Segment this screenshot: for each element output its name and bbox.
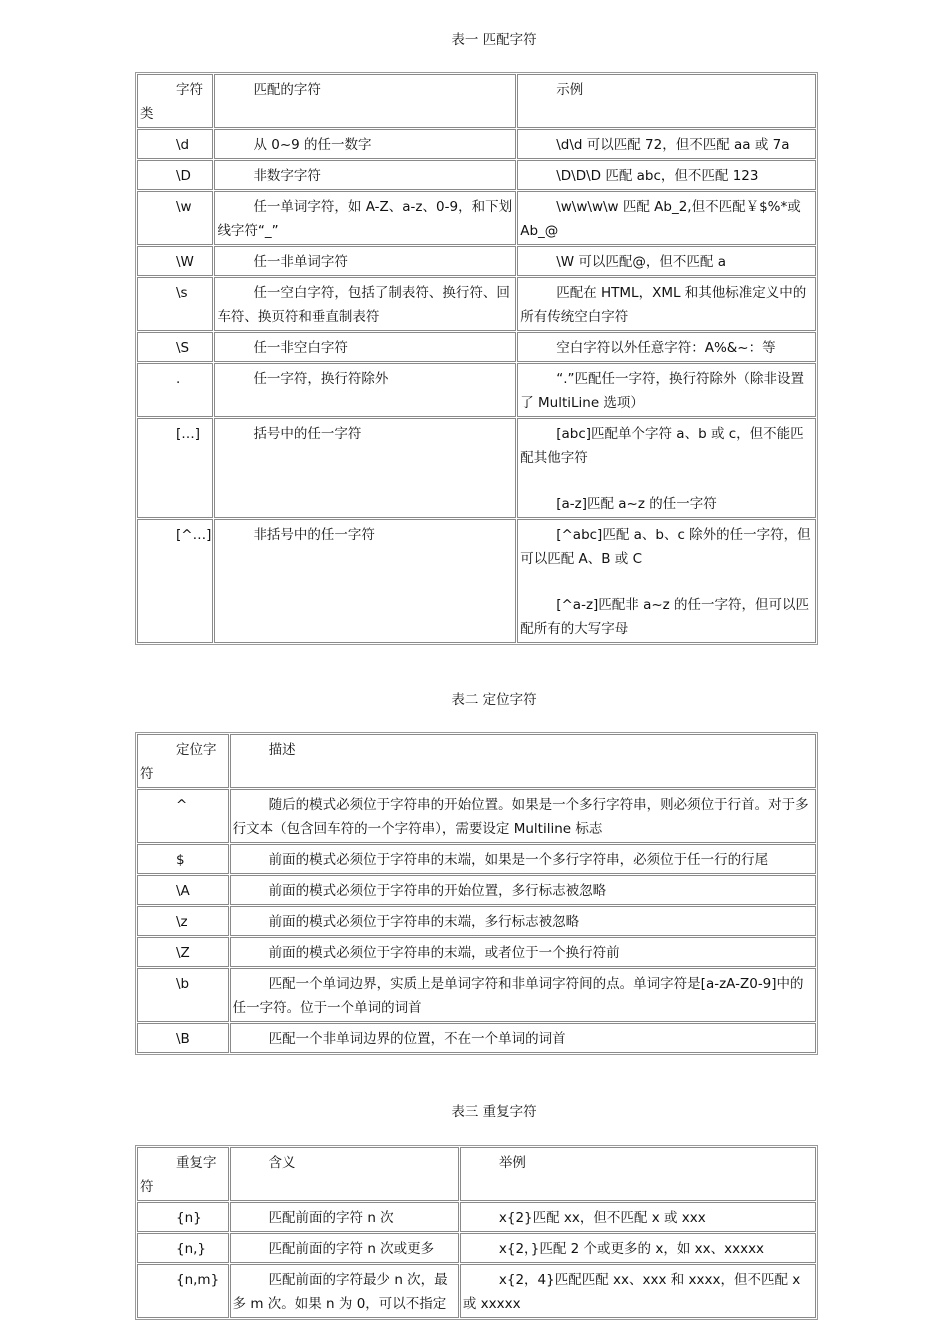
matched-chars-cell: 非括号中的任一字符	[214, 519, 516, 643]
char-class-cell: .	[137, 363, 213, 417]
example-paragraph: [^abc]匹配 a、b、c 除外的任一字符，但可以匹配 A、B 或 C	[520, 527, 811, 567]
example-paragraph: “.”匹配任一字符，换行符除外（除非设置了 MultiLine 选项）	[520, 371, 804, 411]
table3-repeat-characters	[135, 1145, 818, 1320]
header-cell: 重复字符	[137, 1147, 229, 1201]
table2-anchor-characters	[135, 732, 818, 1055]
description-cell: 随后的模式必须位于字符串的开始位置。如果是一个多行字符串，则必须位于行首。对于多行文本（包含回车符的一个字符串），需要设定 Multiline 标志	[230, 789, 816, 843]
table-row	[137, 277, 816, 331]
example-paragraph: \d\d 可以匹配 72，但不匹配 aa 或 7a	[556, 137, 790, 153]
char-class-cell: \s	[137, 277, 213, 331]
table-header-row	[137, 74, 816, 128]
example-paragraph: [abc]匹配单个字符 a、b 或 c，但不能匹配其他字符	[520, 426, 804, 466]
example-cell: x{2，}匹配 2 个或更多的 x，如 xx、xxxxx	[460, 1233, 816, 1263]
matched-chars-cell: 任一字符，换行符除外	[214, 363, 516, 417]
matched-chars-cell: 括号中的任一字符	[214, 418, 516, 518]
anchor-symbol-cell: \B	[137, 1023, 229, 1053]
example-cell	[517, 418, 816, 518]
char-class-cell: \W	[137, 246, 213, 276]
example-cell	[517, 129, 816, 159]
matched-chars-cell: 任一非空白字符	[214, 332, 516, 362]
meaning-cell: 匹配前面的字符 n 次	[230, 1202, 459, 1232]
char-class-cell: \d	[137, 129, 213, 159]
anchor-symbol-cell: $	[137, 844, 229, 874]
table-row	[137, 363, 816, 417]
header-cell: 匹配的字符	[214, 74, 516, 128]
table-row	[137, 160, 816, 190]
table-row	[137, 875, 816, 905]
example-paragraph: 空白字符以外任意字符：A%&~：等	[556, 340, 776, 356]
example-paragraph: \w\w\w\w 匹配 Ab_2,但不匹配￥$%*或 Ab_@	[520, 199, 801, 239]
description-cell: 匹配一个非单词边界的位置，不在一个单词的词首	[230, 1023, 816, 1053]
table-row	[137, 332, 816, 362]
anchor-symbol-cell: \Z	[137, 937, 229, 967]
matched-chars-cell: 任一单词字符，如 A-Z、a-z、0-9，和下划线字符“_”	[214, 191, 516, 245]
meaning-cell: 匹配前面的字符 n 次或更多	[230, 1233, 459, 1263]
char-class-cell: \S	[137, 332, 213, 362]
table-row	[137, 191, 816, 245]
table-row	[137, 968, 816, 1022]
char-class-cell: \w	[137, 191, 213, 245]
table-row	[137, 246, 816, 276]
header-cell: 含义	[230, 1147, 459, 1201]
example-paragraph: [^a-z]匹配非 a~z 的任一字符，但可以匹配所有的大写字母	[520, 597, 810, 637]
table-row	[137, 906, 816, 936]
table-row	[137, 789, 816, 843]
anchor-symbol-cell: \A	[137, 875, 229, 905]
table1-caption: 表一 匹配字符	[451, 32, 537, 48]
meaning-cell: 匹配前面的字符最少 n 次，最多 m 次。如果 n 为 0，可以不指定	[230, 1264, 459, 1318]
table-row	[137, 519, 816, 643]
example-paragraph: \D\D\D 匹配 abc，但不匹配 123	[556, 168, 759, 184]
table2-caption: 表二 定位字符	[451, 692, 537, 708]
header-cell: 示例	[517, 74, 816, 128]
example-cell	[517, 332, 816, 362]
matched-chars-cell: 非数字字符	[214, 160, 516, 190]
description-cell: 匹配一个单词边界，实质上是单词字符和非单词字符间的点。单词字符是[a-zA-Z0-9]中的任一字符。位于一个单词的词首	[230, 968, 816, 1022]
description-cell: 前面的模式必须位于字符串的末端，如果是一个多行字符串，必须位于任一行的行尾	[230, 844, 816, 874]
repeat-symbol-cell: {n}	[137, 1202, 229, 1232]
header-cell: 举例	[460, 1147, 816, 1201]
table-row	[137, 129, 816, 159]
example-paragraph: [a-z]匹配 a~z 的任一字符	[556, 496, 717, 512]
example-paragraph: 匹配在 HTML，XML 和其他标准定义中的所有传统空白字符	[520, 285, 807, 325]
table-header-row	[137, 1147, 816, 1201]
example-cell	[517, 191, 816, 245]
char-class-cell: […]	[137, 418, 213, 518]
repeat-symbol-cell: {n,m}	[137, 1264, 229, 1318]
matched-chars-cell: 任一非单词字符	[214, 246, 516, 276]
anchor-symbol-cell: ^	[137, 789, 229, 843]
table-row	[137, 1023, 816, 1053]
table-header-row	[137, 734, 816, 788]
table-row	[137, 937, 816, 967]
paragraph-gap	[520, 470, 813, 492]
description-cell: 前面的模式必须位于字符串的末端，多行标志被忽略	[230, 906, 816, 936]
table-row	[137, 418, 816, 518]
example-cell: x{2}匹配 xx，但不匹配 x 或 xxx	[460, 1202, 816, 1232]
example-cell: x{2，4}匹配匹配 xx、xxx 和 xxxx，但不匹配 x 或 xxxxx	[460, 1264, 816, 1318]
anchor-symbol-cell: \z	[137, 906, 229, 936]
char-class-cell: [^…]	[137, 519, 213, 643]
matched-chars-cell: 从 0~9 的任一数字	[214, 129, 516, 159]
example-cell	[517, 519, 816, 643]
description-cell: 前面的模式必须位于字符串的末端，或者位于一个换行符前	[230, 937, 816, 967]
description-cell: 前面的模式必须位于字符串的开始位置，多行标志被忽略	[230, 875, 816, 905]
char-class-cell: \D	[137, 160, 213, 190]
header-cell: 字符类	[137, 74, 213, 128]
example-paragraph: \W 可以匹配@，但不匹配 a	[556, 254, 726, 270]
table-row	[137, 1202, 816, 1232]
header-cell: 描述	[230, 734, 816, 788]
anchor-symbol-cell: \b	[137, 968, 229, 1022]
paragraph-gap	[520, 571, 813, 593]
header-cell: 定位字符	[137, 734, 229, 788]
repeat-symbol-cell: {n,}	[137, 1233, 229, 1263]
example-cell	[517, 160, 816, 190]
example-cell	[517, 277, 816, 331]
example-cell	[517, 363, 816, 417]
example-cell	[517, 246, 816, 276]
table-row	[137, 1233, 816, 1263]
table1-match-characters	[135, 72, 818, 645]
table-row	[137, 1264, 816, 1318]
table-row	[137, 844, 816, 874]
matched-chars-cell: 任一空白字符，包括了制表符、换行符、回车符、换页符和垂直制表符	[214, 277, 516, 331]
table3-caption: 表三 重复字符	[451, 1104, 537, 1120]
